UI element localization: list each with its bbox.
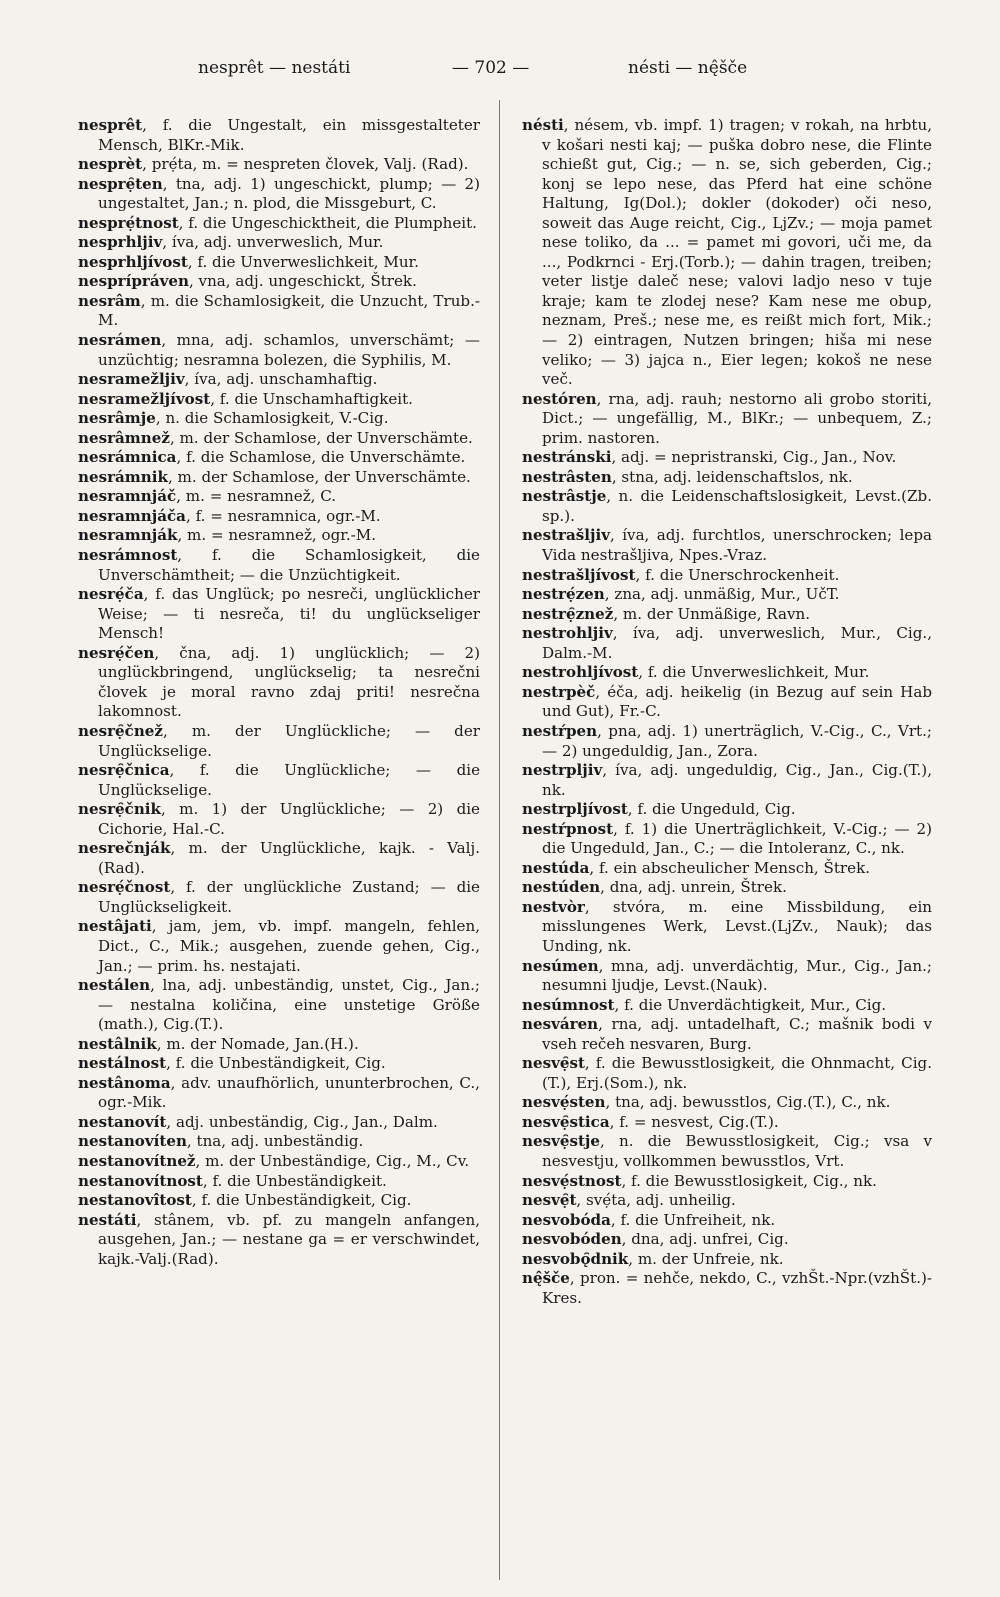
entry-definition: , n. die Bewusstlosigkeit, Cig.; vsa v nesvestju, vollkommen bewusstlos, Vrt. (542, 1132, 932, 1170)
entry-definition: , f. die Ungeduld, Cig. (627, 800, 796, 819)
dictionary-entry (78, 761, 480, 800)
dictionary-entry (78, 878, 480, 917)
entry-headword: nesramežljívost (78, 389, 211, 408)
entry-definition: , m. = nesramnež, ogr.-M. (177, 526, 376, 545)
entry-definition: , f. die Unglückliche; — die Unglückselige. (98, 761, 480, 799)
entry-headword: nesrečnják (78, 839, 171, 858)
entry-definition: , adv. unaufhörlich, ununterbrochen, C., ogr.-Mik. (98, 1073, 480, 1112)
dictionary-entry (522, 1230, 932, 1250)
dictionary-entry (522, 800, 932, 820)
dictionary-entry (522, 1269, 932, 1308)
dictionary-entry (78, 1211, 480, 1270)
entry-definition: , m. der Unfreie, nk. (628, 1249, 784, 1268)
dictionary-entry (522, 605, 932, 625)
entry-headword: nestálen (78, 976, 151, 995)
dictionary-entry (522, 116, 932, 390)
entry-definition: , vna, adj. ungeschickt, Štrek. (188, 272, 417, 291)
dictionary-entry (78, 976, 480, 1035)
entry-definition: , f. die Ungeschicktheit, die Plumpheit. (178, 213, 477, 232)
entry-definition: , stna, adj. leidenschaftslos, nk. (611, 467, 853, 486)
entry-headword: nestrẹ́zen (522, 585, 605, 604)
dictionary-entry (78, 546, 480, 585)
dictionary-entry (78, 116, 480, 155)
entry-definition: , dna, adj. unfrei, Cig. (621, 1230, 789, 1249)
entry-headword: nestŕpen (522, 721, 598, 740)
entry-definition: , f. die Unschamhaftigkeit. (210, 389, 413, 408)
entry-headword: nestâlnik (78, 1034, 157, 1053)
entry-definition: , f. das Unglück; po nesreči, unglücklicher Weise; — ti nesreča, ti! du unglückseliger Mensch! (98, 585, 480, 643)
entry-headword: nestrâsten (522, 467, 612, 486)
entry-headword: nesprèt (78, 155, 143, 174)
entry-definition: , f. die Unverdächtigkeit, Mur., Cig. (614, 995, 887, 1014)
entry-definition: , mna, adj. unverdächtig, Mur., Cig., Jan.; nesumni ljudje, Levst.(Nauk). (542, 956, 932, 995)
dictionary-entry (522, 663, 932, 683)
dictionary-entry (78, 1191, 480, 1211)
entry-definition: , prẹ́ta, m. = nespreten človek, Valj. (Rad). (142, 155, 469, 174)
entry-definition: , f. die Unverweslichkeit, Mur. (638, 663, 870, 682)
left-column (78, 116, 480, 1269)
entry-headword: nesrẹ̑čnik (78, 800, 161, 819)
entry-headword: nestrâstje (522, 487, 607, 506)
entry-headword: nesprẹ́tnost (78, 213, 179, 232)
dictionary-entry (78, 468, 480, 488)
entry-headword: nésti (522, 116, 564, 134)
entry-headword: nestrẹ̑znež (522, 604, 614, 623)
header-right-guide: nésti — nę̂šče (628, 58, 748, 78)
entry-definition: , pron. = nehče, nekdo, C., vzhŠt.-Npr.(vzhŠt.)-Kres. (542, 1269, 932, 1307)
dictionary-entry (522, 761, 932, 800)
entry-headword: nesrámnica (78, 448, 177, 467)
entry-headword: nesrẹ̑čnica (78, 761, 170, 780)
entry-definition: , f. die Ungestalt, ein missgestalteter Mensch, BlKr.-Mik. (98, 116, 480, 154)
dictionary-entry (522, 448, 932, 468)
entry-headword: nesramežljiv (78, 370, 185, 389)
dictionary-entry (78, 292, 480, 331)
entry-definition: , f. = nesramnica, ogr.-M. (185, 506, 381, 525)
dictionary-entry (522, 683, 932, 722)
entry-definition: , íva, adj. unverweslich, Mur. (162, 233, 384, 252)
entry-headword: nesrẹ́ča (78, 585, 144, 604)
entry-headword: nestránski (522, 448, 612, 467)
entry-headword: nesrámen (78, 331, 162, 350)
dictionary-entry (78, 390, 480, 410)
entry-definition: , stânem, vb. pf. zu mangeln anfangen, ausgehen, Jan.; — nestane ga = er verschwindet, kajk.-Valj.(Rad). (98, 1210, 480, 1268)
entry-definition: , íva, adj. unschamhaftig. (184, 370, 378, 389)
dictionary-entry (522, 878, 932, 898)
dictionary-entry (522, 996, 932, 1016)
entry-headword: nesúmnost (522, 995, 615, 1014)
entry-definition: , f. die Unbeständigkeit, Cig. (166, 1054, 386, 1073)
dictionary-entry (78, 233, 480, 253)
entry-definition: , f. die Unerschrockenheit. (635, 565, 840, 584)
entry-definition: , íva, adj. unverweslich, Mur., Cig., Dalm.-M. (542, 624, 932, 662)
entry-definition: , f. 1) die Unerträglichkeit, V.-Cig.; — 2) die Ungeduld, Jan., C.; — die Intoleranz, C., nk. (542, 819, 932, 858)
entry-headword: nestúda (522, 858, 590, 877)
dictionary-entry (78, 1152, 480, 1172)
dictionary-entry (78, 487, 480, 507)
entry-headword: nesrâm (78, 291, 141, 310)
dictionary-entry (78, 1035, 480, 1055)
dictionary-entry (78, 370, 480, 390)
entry-headword: nestúden (522, 878, 601, 897)
dictionary-entry (522, 1250, 932, 1270)
entry-headword: nestŕpnost (522, 819, 614, 838)
entry-definition: , lna, adj. unbeständig, unstet, Cig., Jan.; — nestalna količina, eine unstetige Größe (math.), Cig.(T.). (98, 976, 480, 1034)
entry-definition: , m. der Unglückliche, kajk. - Valj. (Rad). (98, 839, 480, 877)
entry-definition: , f. die Unfreiheit, nk. (610, 1210, 776, 1229)
entry-headword: nestáti (78, 1210, 137, 1229)
entry-definition: , n. die Leidenschaftslosigkeit, Levst.(Zb. sp.). (542, 487, 932, 525)
entry-headword: nesvobóden (522, 1230, 622, 1249)
page-number: — 702 — (452, 58, 530, 78)
entry-definition: , zna, adj. unmäßig, Mur., UčT. (604, 585, 840, 604)
entry-headword: nestvòr (522, 897, 585, 916)
dictionary-entry (522, 468, 932, 488)
dictionary-entry (78, 175, 480, 214)
entry-headword: nesrâmje (78, 409, 156, 428)
entry-definition: , f. die Unbeständigkeit, Cig. (191, 1191, 412, 1210)
dictionary-entry (78, 644, 480, 722)
entry-definition: , tna, adj. bewusstlos, Cig.(T.), C., nk. (605, 1093, 891, 1112)
entry-definition: , tna, adj. 1) ungeschickt, plump; — 2) ungestaltet, Jan.; n. plod, die Missgeburt, C. (98, 174, 480, 213)
entry-headword: nesrámnost (78, 546, 178, 565)
entry-headword: nestrašljívost (522, 565, 636, 584)
entry-headword: nesváren (522, 1015, 599, 1034)
entry-headword: nesramnják (78, 526, 178, 545)
dictionary-entry (78, 1113, 480, 1133)
dictionary-entry (522, 585, 932, 605)
entry-headword: nestrpljívost (522, 800, 628, 819)
entry-definition: , rna, adj. rauh; nestorno ali grobo storiti, Dict.; — ungefällig, M., BlKr.; — unbequem, Z.; prim. nastoren. (542, 389, 932, 447)
entry-definition: , m. = nesramnež, C. (176, 487, 337, 506)
entry-headword: nestâjati (78, 917, 152, 936)
entry-definition: , m. der Unbeständige, Cig., M., Cv. (195, 1151, 470, 1170)
entry-definition: , jam, jem, vb. impf. mangeln, fehlen, Dict., C., Mik.; ausgehen, zuende gehen, Cig., Jan.; — prim. hs. nestajati. (98, 917, 480, 975)
entry-headword: nesrámnik (78, 467, 168, 486)
dictionary-entry (78, 1074, 480, 1113)
entry-headword: nesramnjáč (78, 487, 177, 506)
entry-headword: nę̂šče (522, 1269, 570, 1288)
entry-definition: , nésem, vb. impf. 1) tragen; v rokah, na hrbtu, v košari nesti kaj; — puška dobro nese, die Flinte schießt gut, Cig.; — n. se, sich geberden, Cig.; konj se lepo nese, das Pferd hat eine schöne Haltung, Ig(Dol.); dokler (dokoder) oči neso, soweit das Auge reicht, Cig., LjZv.; — moja pamet nese toliko, da ... = pamet mi govori, uči me, da ..., Podkrnci - Erj.(Torb.); — dahin tragen, treiben; veter listje dalеč nese; valovi ladjo neso v tuje kraje; kam te zlodej nese? Kam nese me obup, neznam, Preš.; nese me, es reißt mich fort, Mik.; — 2) eintragen, Nutzen bringen; hiša mi nese veliko; — 3) jajca n., Eier legen; kokoš ne nese več. (542, 116, 932, 389)
entry-definition: , m. der Schamlose, der Unverschämte. (167, 467, 471, 486)
dictionary-entry (522, 1093, 932, 1113)
dictionary-entry (78, 272, 480, 292)
entry-headword: nestrašljiv (522, 526, 610, 545)
entry-definition: , rna, adj. untadelhaft, C.; mašnik bodi v vseh rečeh nesvaren, Burg. (542, 1015, 932, 1053)
dictionary-entry (522, 1172, 932, 1192)
entry-headword: nestanovíten (78, 1132, 187, 1151)
dictionary-entry (78, 1172, 480, 1192)
dictionary-entry (522, 957, 932, 996)
dictionary-entry (522, 390, 932, 449)
dictionary-entry (522, 1113, 932, 1133)
entry-headword: nesvẹ̑st (522, 1054, 585, 1073)
entry-definition: , dna, adj. unrein, Štrek. (600, 878, 787, 897)
column-divider (499, 100, 500, 1580)
dictionary-entry (78, 1054, 480, 1074)
entry-definition: , f. die Unverweslichkeit, Mur. (187, 252, 419, 271)
page-header (0, 58, 1000, 88)
entry-definition: , f. ein abscheulicher Mensch, Štrek. (589, 858, 871, 877)
entry-headword: nestrohljívost (522, 663, 639, 682)
entry-headword: nesrẹ́čnost (78, 878, 171, 897)
entry-headword: nesprípráven (78, 272, 189, 291)
dictionary-entry (78, 1132, 480, 1152)
entry-headword: nesrẹ̑čnež (78, 721, 163, 740)
entry-definition: , čna, adj. 1) unglücklich; — 2) unglückbringend, unglückselig; ta nesrečni človek je moral ravno zdaj priti! nesrečna lakomnost. (98, 643, 480, 721)
entry-headword: nesvẹ̑t (522, 1191, 577, 1210)
dictionary-entry (78, 839, 480, 878)
dictionary-entry (522, 624, 932, 663)
dictionary-entry (522, 1191, 932, 1211)
dictionary-entry (522, 566, 932, 586)
dictionary-entry (522, 722, 932, 761)
dictionary-entry (522, 1132, 932, 1171)
entry-definition: , íva, adj. furchtlos, unerschrocken; lepa Vida nestrašljiva, Npes.-Vraz. (542, 526, 932, 565)
entry-definition: , adj. = nepristranski, Cig., Jan., Nov. (611, 448, 897, 467)
entry-headword: nesvobóda (522, 1210, 611, 1229)
entry-definition: , f. = nesvest, Cig.(T.). (609, 1112, 779, 1131)
entry-definition: , n. die Schamlosigkeit, V.-Cig. (155, 409, 389, 428)
entry-definition: , mna, adj. schamlos, unverschämt; — unzüchtig; nesramna bolezen, die Syphilis, M. (98, 331, 480, 369)
entry-headword: nesramnjáča (78, 506, 186, 525)
entry-headword: nestrpèč (522, 682, 596, 701)
entry-definition: , svẹ́ta, adj. unheilig. (576, 1191, 736, 1210)
dictionary-entry (78, 214, 480, 234)
entry-definition: , f. die Schamlosigkeit, die Unverschämtheit; — die Unzüchtigkeit. (98, 546, 480, 584)
entry-definition: , f. die Unbeständigkeit. (202, 1171, 387, 1190)
entry-headword: nesprhljiv (78, 233, 163, 252)
dictionary-entry (78, 155, 480, 175)
entry-headword: nesprêt (78, 116, 143, 134)
entry-headword: nesvẹ̑stje (522, 1132, 600, 1151)
dictionary-entry (522, 526, 932, 565)
header-left-guide: nesprêt — nestáti (198, 58, 351, 78)
dictionary-entry (78, 585, 480, 644)
entry-definition: , stvóra, m. eine Missbildung, ein misslungenes Werk, Levst.(LjZv., Nauk); das Unding, nk. (542, 897, 932, 955)
entry-headword: nestanovítnež (78, 1151, 196, 1170)
entry-headword: nestanovít (78, 1112, 167, 1131)
dictionary-entry (78, 253, 480, 273)
dictionary-entry (78, 507, 480, 527)
dictionary-entry (522, 1211, 932, 1231)
entry-definition: , pna, adj. 1) unerträglich, V.-Cig., C., Vrt.; — 2) ungeduldig, Jan., Zora. (542, 721, 932, 760)
entry-headword: nesrẹ́čen (78, 643, 155, 662)
entry-headword: nesrâmnež (78, 428, 170, 447)
entry-definition: , m. der Nomade, Jan.(H.). (156, 1034, 359, 1053)
entry-definition: , adj. unbeständig, Cig., Jan., Dalm. (166, 1112, 438, 1131)
entry-headword: nesprẹ̑ten (78, 174, 163, 193)
entry-headword: nesvẹ̑stica (522, 1112, 610, 1131)
dictionary-entry (522, 859, 932, 879)
entry-definition: , f. die Schamlose, die Unverschämte. (176, 448, 466, 467)
entry-definition: , íva, adj. ungeduldig, Cig., Jan., Cig.(T.), nk. (542, 761, 932, 799)
dictionary-entry (522, 898, 932, 957)
entry-headword: nestóren (522, 389, 597, 408)
entry-headword: nestrpljiv (522, 761, 603, 780)
entry-headword: nestânoma (78, 1073, 171, 1092)
entry-definition: , m. 1) der Unglückliche; — 2) die Cichorie, Hal.-C. (98, 800, 480, 838)
entry-definition: , m. die Schamlosigkeit, die Unzucht, Trub.-M. (98, 291, 480, 330)
entry-definition: , f. der unglückliche Zustand; — die Unglückseligkeit. (98, 878, 480, 916)
dictionary-entry (522, 1015, 932, 1054)
entry-definition: , f. die Bewusstlosigkeit, Cig., nk. (621, 1171, 877, 1190)
entry-definition: , tna, adj. unbeständig. (186, 1132, 364, 1151)
entry-headword: nesvẹ́stnost (522, 1171, 622, 1190)
dictionary-entry (78, 800, 480, 839)
entry-headword: nesprhljívost (78, 252, 188, 271)
entry-definition: , éča, adj. heikelig (in Bezug auf sein Hab und Gut), Fr.-C. (542, 682, 932, 721)
entry-headword: nestálnost (78, 1054, 167, 1073)
dictionary-entry (78, 526, 480, 546)
dictionary-entry (522, 820, 932, 859)
dictionary-entry (78, 448, 480, 468)
dictionary-entry (78, 429, 480, 449)
entry-headword: nestanovítnost (78, 1171, 203, 1190)
dictionary-entry (522, 487, 932, 526)
dictionary-entry (78, 409, 480, 429)
entry-definition: , f. die Bewusstlosigkeit, die Ohnmacht, Cig.(T.), Erj.(Som.), nk. (542, 1054, 932, 1092)
entry-headword: nesúmen (522, 956, 599, 975)
entry-headword: nesvẹ́sten (522, 1093, 606, 1112)
entry-definition: , m. der Unmäßige, Ravn. (613, 604, 811, 623)
entry-headword: nestrohljiv (522, 624, 613, 643)
entry-definition: , m. der Schamlose, der Unverschämte. (169, 428, 473, 447)
right-column (522, 116, 932, 1308)
entry-headword: nesvobǫ̑dnik (522, 1249, 629, 1268)
dictionary-entry (78, 917, 480, 976)
dictionary-entry (78, 331, 480, 370)
dictionary-entry (78, 722, 480, 761)
entry-definition: , m. der Unglückliche; — der Unglückselige. (98, 721, 480, 760)
dictionary-entry (522, 1054, 932, 1093)
entry-headword: nestanovîtost (78, 1191, 192, 1210)
